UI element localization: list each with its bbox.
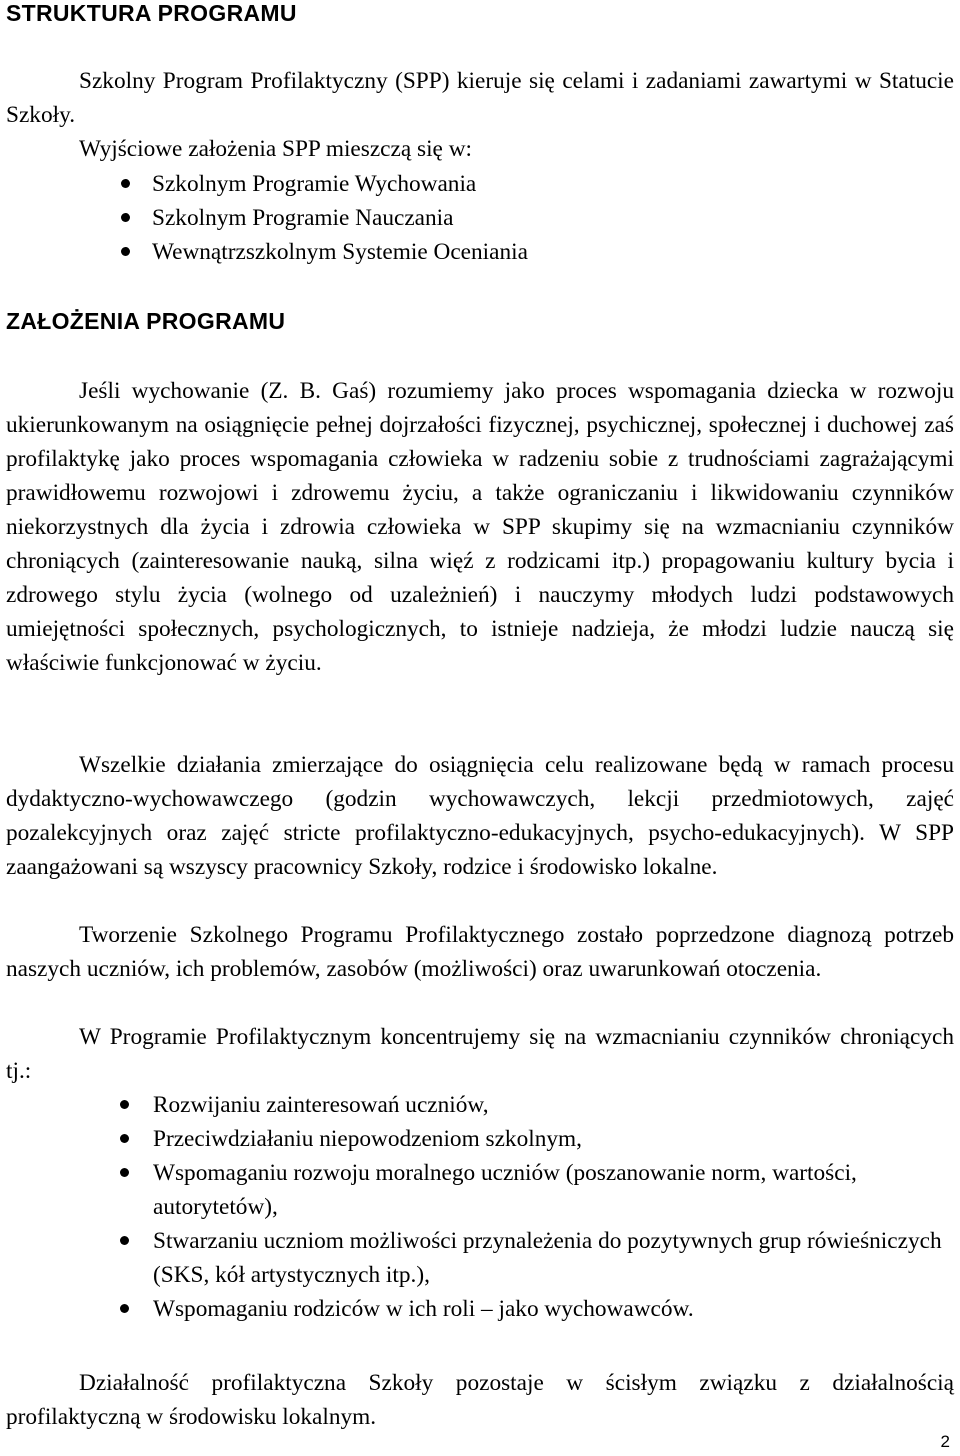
foundations-list — [152, 167, 952, 269]
list-item: Szkolnym Programie Wychowania — [152, 167, 952, 201]
list-item: Stwarzaniu uczniom możliwości przynależenia do pozytywnych grup rówieśniczych (SKS, kół artystycznych itp.), — [153, 1224, 954, 1292]
bullet-icon — [120, 1100, 129, 1109]
intro-paragraph: Szkolny Program Profilaktyczny (SPP) kieruje się celami i zadaniami zawartymi w Statucie Szkoły. — [6, 68, 954, 128]
paragraph-diagnosis: Tworzenie Szkolnego Programu Profilaktycznego zostało poprzedzone diagnozą potrzeb naszych uczniów, ich problemów, zasobów (możliwości) oraz uwarunkowań otoczenia. — [6, 922, 954, 982]
paragraph-definition: Jeśli wychowanie (Z. B. Gaś) rozumiemy jako proces wspomagania dziecka w rozwoju ukierunkowanym na osiągnięcie pełnej dojrzałości fizycznej, psychicznej, społecznej i duchowej zaś profilaktykę jako proces wspomagania człowieka w radzeniu sobie z trudnościami zagrażającymi prawidłowemu rozwojowi i zdrowemu życiu, a także ograniczaniu i likwidowaniu czynników niekorzystnych dla życia i zdrowia człowieka w SPP skupimy się na wzmacnianiu czynników chroniących (zainteresowanie nauką, silna więź z rodzicami itp.) propagowaniu kultury bycia i zdrowego stylu życia (wolnego od uzależnień) i nauczymy młodych ludzi podstawowych umiejętności społecznych, psychologicznych, to istnieje nadzieja, że młodzi ludzie nauczą się właściwie funkcjonować w życiu. — [6, 378, 954, 676]
paragraph-protective-lead: W Programie Profilaktycznym koncentrujemy się na wzmacnianiu czynników chroniących tj.: — [6, 1024, 954, 1084]
protective-factors-list — [153, 1088, 954, 1326]
list-item: Szkolnym Programie Nauczania — [152, 201, 952, 235]
list-item: Rozwijaniu zainteresowań uczniów, — [153, 1088, 954, 1122]
bullet-icon — [121, 247, 130, 256]
heading-zalozenia-programu: ZAŁOŻENIA PROGRAMU — [6, 308, 286, 334]
bullet-icon — [121, 179, 130, 188]
bullet-icon — [121, 213, 130, 222]
paragraph-activities: Wszelkie działania zmierzające do osiągnięcia celu realizowane będą w ramach procesu dydaktyczno-wychowawczego (godzin wychowawczych, lekcji przedmiotowych, zajęć pozalekcyjnych oraz zajęć stricte profilaktyczno-edukacyjnych, psycho-edukacyjnych). W SPP zaangażowani są wszyscy pracownicy Szkoły, rodzice i środowisko lokalne. — [6, 752, 954, 880]
list-item: Przeciwdziałaniu niepowodzeniom szkolnym, — [153, 1122, 954, 1156]
bullet-icon — [120, 1236, 129, 1245]
paragraph-local-community: Działalność profilaktyczna Szkoły pozostaje w ścisłym związku z działalnością profilaktyczną w środowisku lokalnym. — [6, 1370, 954, 1430]
bullet-icon — [120, 1134, 129, 1143]
bullet-icon — [120, 1304, 129, 1313]
list-item: Wspomaganiu rodziców w ich roli – jako wychowawców. — [153, 1292, 954, 1326]
list-item: Wewnątrzszkolnym Systemie Oceniania — [152, 235, 952, 269]
intro-foundations-lead: Wyjściowe założenia SPP mieszczą się w: — [79, 136, 473, 162]
page-number: 2 — [940, 1432, 950, 1451]
list-item: Wspomaganiu rozwoju moralnego uczniów (poszanowanie norm, wartości, autorytetów), — [153, 1156, 954, 1224]
heading-struktura-programu: STRUKTURA PROGRAMU — [6, 0, 297, 26]
bullet-icon — [120, 1168, 129, 1177]
